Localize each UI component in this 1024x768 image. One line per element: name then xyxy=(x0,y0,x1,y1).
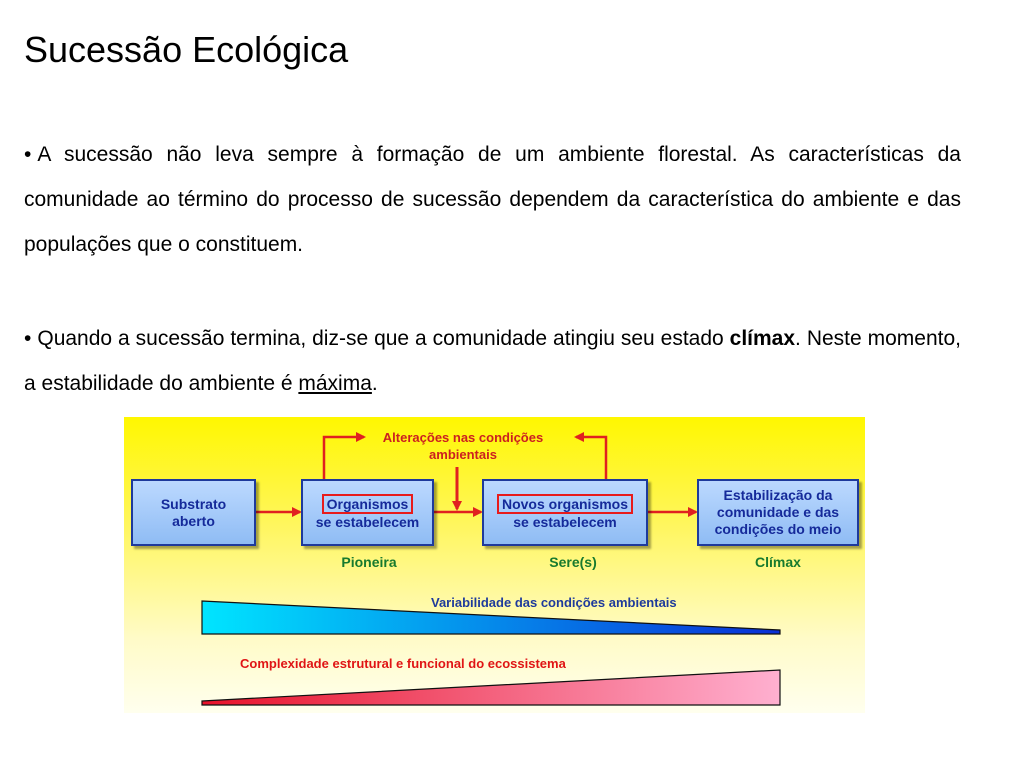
box-community-stabilization xyxy=(697,479,859,546)
bullet-symbol: • xyxy=(24,143,32,166)
succession-diagram xyxy=(124,417,865,713)
arrow-feedback-right xyxy=(576,437,606,479)
complexity-label: Complexidade estrutural e funcional do ecossistema xyxy=(240,656,566,671)
slide-title: Sucessão Ecológica xyxy=(24,29,349,70)
variability-label: Variabilidade das condições ambientais xyxy=(431,595,677,610)
stage-label-pioneer: Pioneira xyxy=(341,554,397,570)
bullet-2-underlined-term: máxima xyxy=(298,372,372,395)
arrow-feedback-left xyxy=(324,437,364,479)
box-4-line-1: Estabilização da xyxy=(723,487,833,503)
bullet-2-text-after: . xyxy=(371,372,378,395)
bullet-symbol: • xyxy=(24,327,32,350)
box-2-highlighted-term: Organismos xyxy=(322,494,414,514)
bullet-paragraph-1 xyxy=(24,132,961,267)
bullet-2-bold-term: clímax xyxy=(729,327,796,350)
box-3-highlighted-term: Novos organismos xyxy=(497,494,633,514)
bullet-1-text: A sucessão não leva sempre à formação de um ambiente florestal. As características da comunidade ao término do processo de sucessão dependem da característica do ambiente e das populações que o constituem. xyxy=(24,143,961,256)
box-1-line-1: Substrato xyxy=(160,495,227,512)
box-1-line-2: aberto xyxy=(172,512,215,529)
environmental-changes-line-2: ambientais xyxy=(429,447,497,462)
bullet-2-text-before: Quando a sucessão termina, diz-se que a comunidade atingiu seu estado xyxy=(37,327,730,350)
box-2-line-2: se estabelecem xyxy=(315,514,420,530)
environmental-changes-label xyxy=(363,429,563,463)
complexity-wedge xyxy=(202,670,780,705)
box-3-line-2: se estabelecem xyxy=(513,514,617,530)
box-open-substrate xyxy=(131,479,256,546)
box-4-line-3: condições do meio xyxy=(714,521,842,537)
box-organisms-establish xyxy=(301,479,434,546)
stage-label-seres: Sere(s) xyxy=(549,554,597,570)
box-new-organisms-establish xyxy=(482,479,648,546)
environmental-changes-line-1: Alterações nas condições xyxy=(382,430,544,445)
bullet-paragraph-2 xyxy=(24,316,961,406)
box-4-line-2: comunidade e das xyxy=(716,504,840,520)
stage-label-climax: Clímax xyxy=(755,554,801,570)
bullet-2-text-middle: . Neste momento, a estabilidade do ambiente é xyxy=(24,327,961,395)
